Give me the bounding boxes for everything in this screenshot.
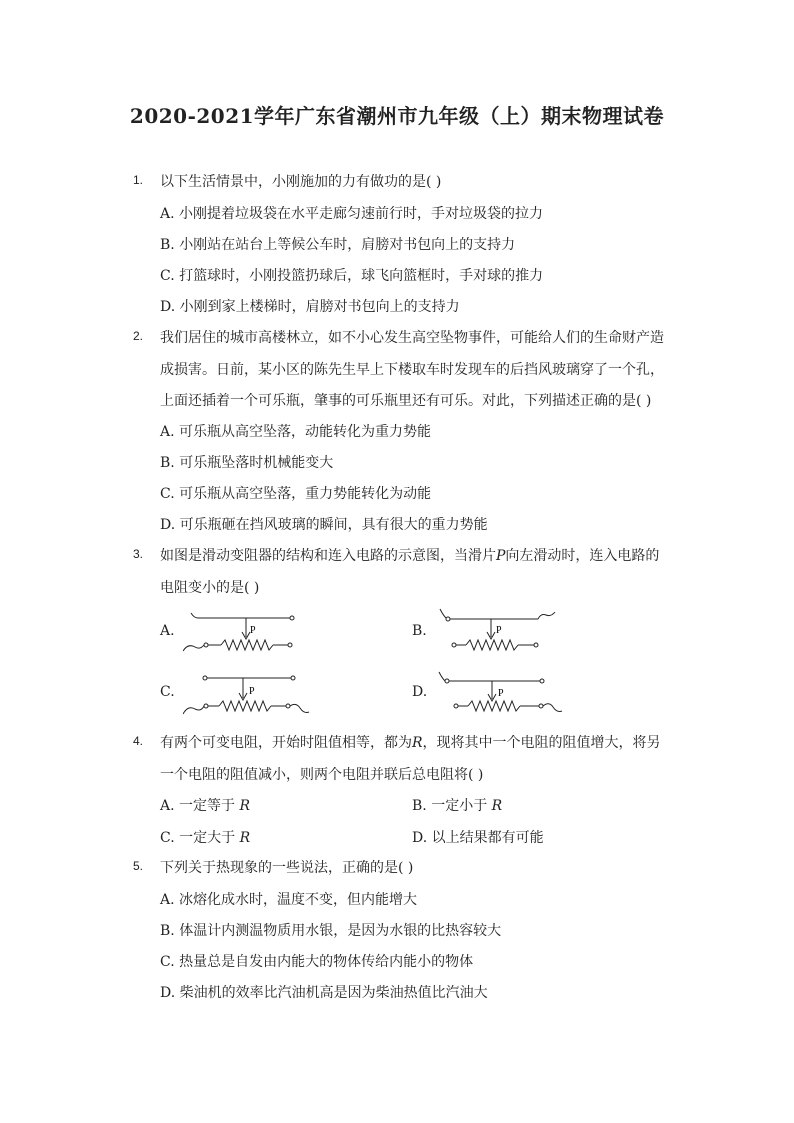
figure-label-a: A. <box>160 623 175 639</box>
option-c: C. 可乐瓶从高空坠落，重力势能转化为动能 <box>160 486 432 502</box>
page-title: 2020-2021学年广东省潮州市九年级（上）期末物理试卷 <box>129 104 665 128</box>
option-b: B. 一定小于 R <box>412 798 503 814</box>
figure-c <box>183 668 313 722</box>
option-d: D. 以上结果都有可能 <box>412 830 544 846</box>
option-b: B. 体温计内测温物质用水银，是因为水银的比热容较大 <box>160 923 502 939</box>
svg-text:P: P <box>496 625 502 636</box>
figure-d <box>436 670 566 722</box>
svg-text:P: P <box>249 686 255 697</box>
question-text: 我们居住的城市高楼林立，如不小心发生高空坠物事件，可能给人们的生命财产造成损害。日前，某小区的陈先生早上下楼取车时发现车的后挡风玻璃穿了一个孔，上面还插着一个可乐瓶，肇事的可乐瓶里还有可乐。对此，下列描述正确的是( ) <box>160 330 664 409</box>
question-1 <box>133 167 673 199</box>
question-3 <box>133 541 673 604</box>
question-text: 下列关于热现象的一些说法，正确的是( ) <box>160 860 414 876</box>
option-c: C. 打篮球时，小刚投篮扔球后，球飞向篮框时，手对球的推力 <box>160 268 544 284</box>
option-c: C. 一定大于 R <box>160 830 251 846</box>
option-b: B. 小刚站在站台上等候公车时，肩膀对书包向上的支持力 <box>160 237 516 253</box>
option-a: A. 一定等于 R <box>160 798 251 814</box>
option-a: A. 可乐瓶从高空坠落，动能转化为重力势能 <box>160 424 432 440</box>
question-number: 4. <box>133 734 144 748</box>
question-text: 以下生活情景中，小刚施加的力有做功的是( ) <box>160 174 442 190</box>
option-c: C. 热量总是自发由内能大的物体传给内能小的物体 <box>160 954 474 970</box>
question-number: 1. <box>133 173 144 187</box>
svg-text:P: P <box>250 625 256 636</box>
figure-a <box>183 607 303 661</box>
figure-label-c: C. <box>160 684 175 700</box>
question-text: 有两个可变电阻，开始时阻值相等，都为R，现将其中一个电阻的阻值增大，将另一个电阻的阻值减小，则两个电阻并联后总电阻将( ) <box>160 735 661 783</box>
question-number: 2. <box>133 329 144 343</box>
svg-text:P: P <box>498 688 504 699</box>
question-text: 如图是滑动变阻器的结构和连入电路的示意图，当滑片P向左滑动时，连入电路的电阻变小的是( ) <box>160 548 660 596</box>
question-number: 5. <box>133 859 144 873</box>
question-4 <box>133 728 673 791</box>
figure-b <box>438 605 558 661</box>
question-number: 3. <box>133 547 144 561</box>
option-b: B. 可乐瓶坠落时机械能变大 <box>160 455 334 471</box>
option-d: D. 小刚到家上楼梯时，肩膀对书包向上的支持力 <box>160 299 460 315</box>
option-d: D. 可乐瓶砸在挡风玻璃的瞬间，具有很大的重力势能 <box>160 517 488 533</box>
option-a: A. 冰熔化成水时，温度不变，但内能增大 <box>160 892 418 908</box>
question-2 <box>133 323 673 418</box>
option-a: A. 小刚提着垃圾袋在水平走廊匀速前行时，手对垃圾袋的拉力 <box>160 206 544 222</box>
question-5 <box>133 853 673 885</box>
option-d: D. 柴油机的效率比汽油机高是因为柴油热值比汽油大 <box>160 985 488 1001</box>
figure-label-d: D. <box>412 684 428 700</box>
figure-label-b: B. <box>412 623 427 639</box>
